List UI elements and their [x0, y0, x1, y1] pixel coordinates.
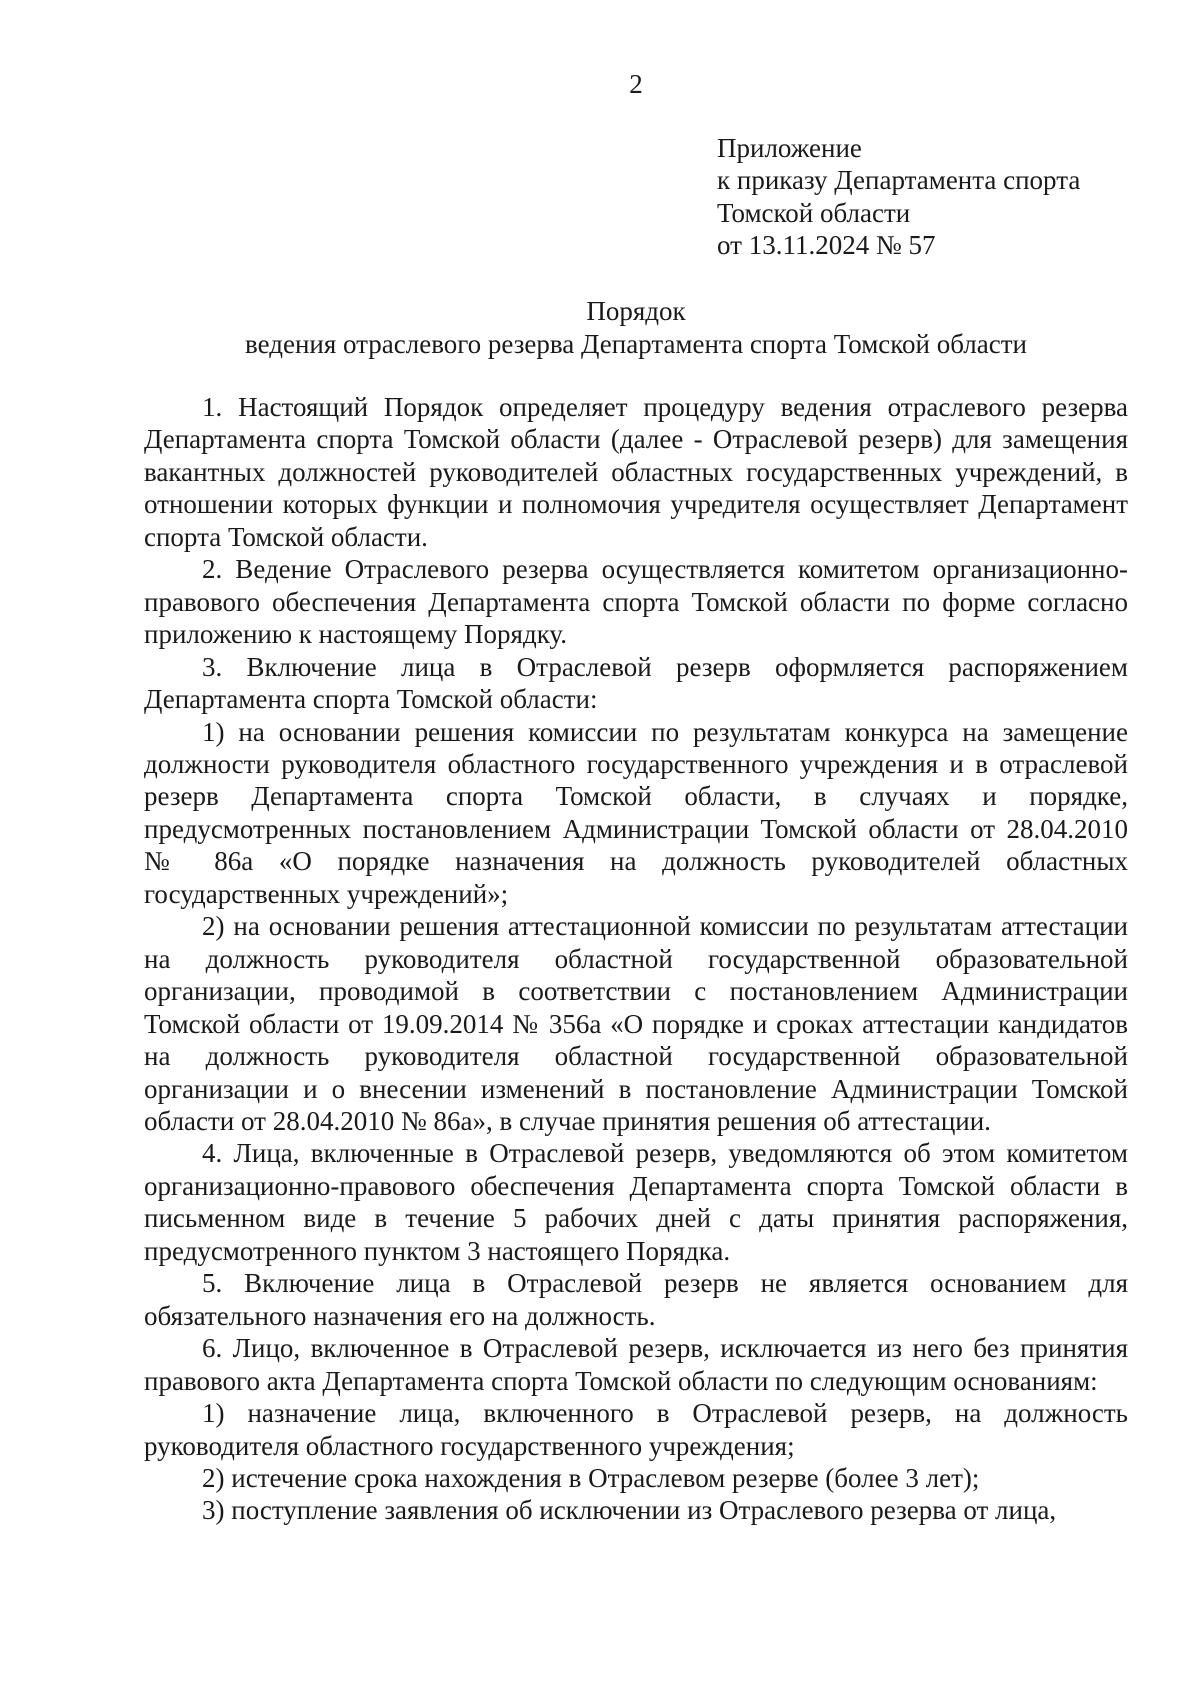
paragraph: 5. Включение лица в Отраслевой резерв не является основанием для обязательного назначения его на должность. — [144, 1268, 1128, 1331]
paragraph: 3) поступление заявления об исключении из Отраслевого резерва от лица, — [202, 1495, 1057, 1526]
appendix-line: к приказу Департамента спорта — [717, 165, 1081, 196]
document-body — [144, 391, 1128, 1527]
paragraph: 1) на основании решения комиссии по результатам конкурса на замещение должности руководителя областного государственного учреждения и в отраслевой резерв Департамента спорта Томской области, в случаях и порядке, предусмотренных постановлением Администрации Томской области от 28.04.2010 № 86а «О порядке назначения на должность руководителей областных государственных учреждений»; — [144, 716, 1128, 909]
page-number: 2 — [629, 69, 643, 99]
paragraph: 2. Ведение Отраслевого резерва осуществляется комитетом организационно-правового обеспечения Департамента спорта Томской области по форме согласно приложению к настоящему Порядку. — [144, 554, 1128, 650]
document-title — [144, 295, 1128, 361]
appendix-block — [717, 132, 1080, 262]
paragraph: 1) назначение лица, включенного в Отраслевой резерв, на должность руководителя областного государственного учреждения; — [144, 1398, 1128, 1461]
paragraph: 2) на основании решения аттестационной комиссии по результатам аттестации на должность руководителя областной государственной образовательной организации, проводимой в соответствии с постановлением Администрации Томской области от 19.09.2014 № 356а «О порядке и сроках аттестации кандидатов на должность руководителя областной государственной образовательной организации и о внесении изменений в постановление Администрации Томской области от 28.04.2010 № 86а», в случае принятия решения об аттестации. — [144, 911, 1128, 1136]
paragraph: 1. Настоящий Порядок определяет процедуру ведения отраслевого резерва Департамента спорта Томской области (далее - Отраслевой резерв) для замещения вакантных должностей руководителей областных государственных учреждений, в отношении которых функции и полномочия учредителя осуществляет Департамент спорта Томской области. — [144, 392, 1128, 552]
paragraph: 2) истечение срока нахождения в Отраслевом резерве (более 3 лет); — [202, 1462, 980, 1493]
paragraph: 6. Лицо, включенное в Отраслевой резерв, исключается из него без принятия правового акта Департамента спорта Томской области по следующим основаниям: — [144, 1333, 1128, 1396]
title-line: Порядок — [586, 296, 686, 326]
appendix-line: Томской области — [717, 197, 911, 228]
appendix-line: от 13.11.2024 № 57 — [717, 230, 936, 261]
title-subtitle-line: ведения отраслевого резерва Департамента спорта Томской области — [245, 329, 1027, 359]
appendix-line: Приложение — [717, 133, 862, 163]
paragraph: 4. Лица, включенные в Отраслевой резерв, уведомляются об этом комитетом организационно-правового обеспечения Департамента спорта Томской области в письменном виде в течение 5 рабочих дней с даты принятия распоряжения, предусмотренного пунктом 3 настоящего Порядка. — [144, 1138, 1128, 1266]
paragraph: 3. Включение лица в Отраслевой резерв оформляется распоряжением Департамента спорта Томской области: — [144, 651, 1128, 715]
